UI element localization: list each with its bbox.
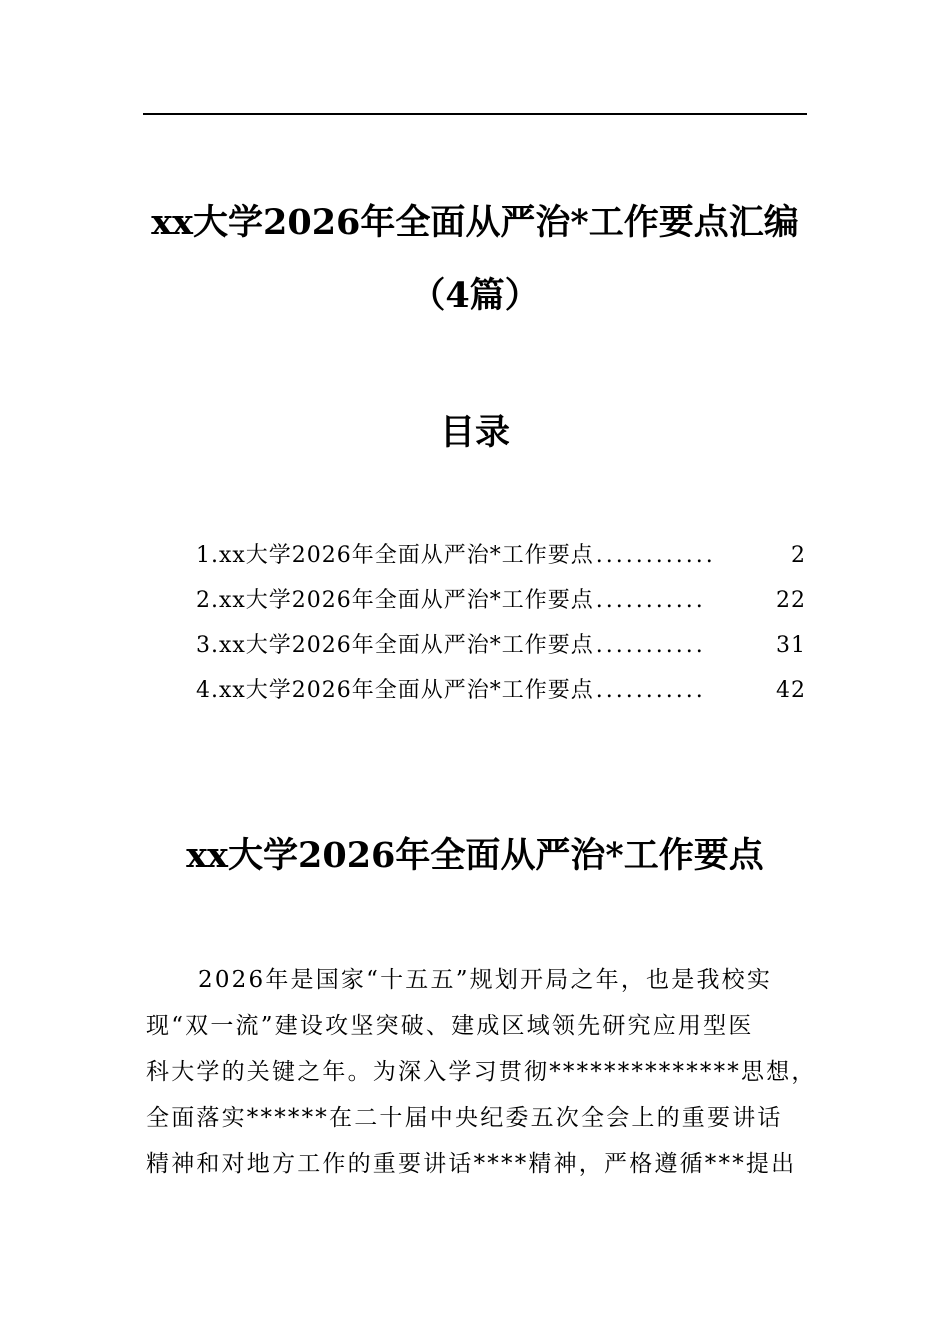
toc-entry[interactable]	[196, 673, 806, 718]
toc-entry-label: 3.xx大学2026年全面从严治*工作要点	[196, 633, 594, 658]
table-of-contents	[196, 538, 806, 718]
toc-entry-leader: ............	[595, 543, 716, 568]
toc-heading: 目录	[439, 412, 510, 453]
toc-entry-page: 2	[791, 543, 806, 568]
toc-entry-leader: ...........	[595, 588, 706, 613]
toc-entry-page: 22	[776, 588, 806, 613]
body-line: 科大学的关键之年。为深入学习贯彻**************思想，	[146, 1059, 817, 1085]
document-title: xx大学2026年全面从严治*工作要点汇编	[151, 202, 799, 243]
section-title: xx大学2026年全面从严治*工作要点	[186, 835, 764, 876]
body-line: 精神和对地方工作的重要讲话****精神，严格遵循***提出	[146, 1151, 797, 1177]
body-line: 全面落实******在二十届中央纪委五次全会上的重要讲话	[146, 1105, 783, 1131]
toc-entry-page: 42	[776, 678, 806, 703]
toc-entry-label: 2.xx大学2026年全面从严治*工作要点	[196, 588, 594, 613]
body-paragraph	[146, 957, 817, 1187]
toc-entry-label: 1.xx大学2026年全面从严治*工作要点	[196, 543, 594, 568]
document-subtitle: （4篇）	[410, 275, 540, 316]
toc-entry-leader: ...........	[595, 678, 706, 703]
toc-entry-page: 31	[776, 633, 806, 658]
toc-entry[interactable]	[196, 538, 806, 583]
header-rule	[143, 113, 807, 115]
toc-entry[interactable]	[196, 628, 806, 673]
toc-entry[interactable]	[196, 583, 806, 628]
toc-entry-leader: ...........	[595, 633, 706, 658]
toc-entry-label: 4.xx大学2026年全面从严治*工作要点	[196, 678, 594, 703]
body-line: 2026年是国家“十五五”规划开局之年，也是我校实	[198, 967, 773, 993]
body-line: 现“双一流”建设攻坚突破、建成区域领先研究应用型医	[146, 1013, 754, 1039]
